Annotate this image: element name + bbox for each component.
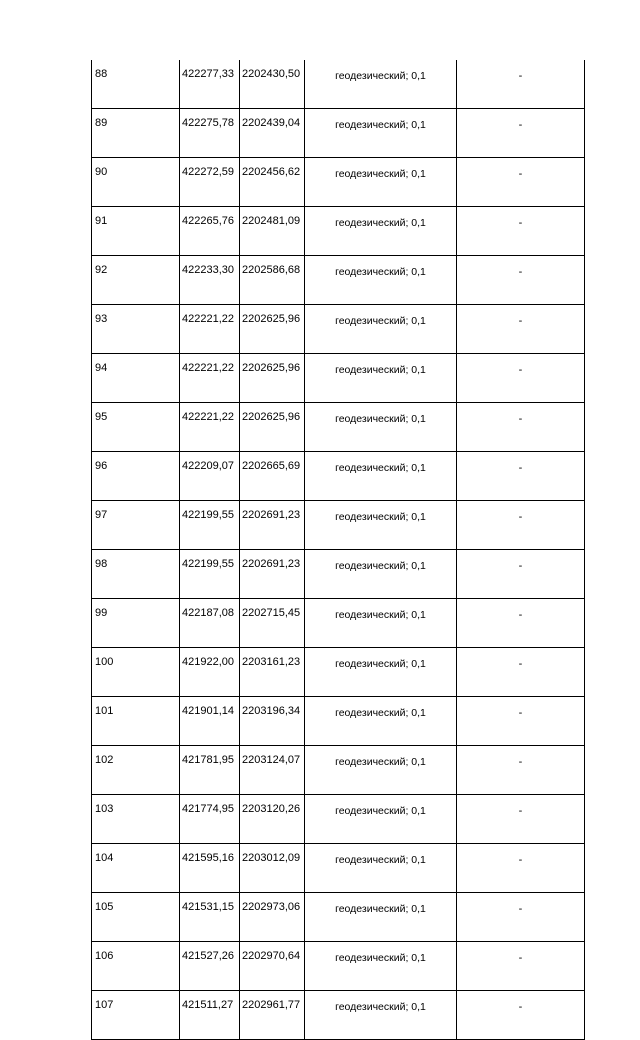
- coordinate-x-cell: 422199,55: [180, 550, 240, 599]
- coordinate-x-cell: 422221,22: [180, 354, 240, 403]
- point-number-cell: 105: [92, 893, 180, 942]
- method-accuracy-cell: геодезический; 0,1: [305, 501, 457, 550]
- point-number-cell: 90: [92, 158, 180, 207]
- coordinate-y-cell: 2203124,07: [240, 746, 305, 795]
- coordinate-y-cell: 2202439,04: [240, 109, 305, 158]
- coordinates-table: [91, 60, 585, 1040]
- coordinate-y-cell: 2202586,68: [240, 256, 305, 305]
- coordinate-y-cell: 2202456,62: [240, 158, 305, 207]
- note-cell: -: [457, 256, 585, 305]
- note-cell: -: [457, 403, 585, 452]
- point-number-cell: 91: [92, 207, 180, 256]
- coordinate-x-cell: 421595,16: [180, 844, 240, 893]
- coordinate-y-cell: 2202625,96: [240, 305, 305, 354]
- coordinate-x-cell: 422275,78: [180, 109, 240, 158]
- table-row: [92, 795, 585, 844]
- note-cell: -: [457, 599, 585, 648]
- coordinate-y-cell: 2202691,23: [240, 550, 305, 599]
- coordinate-y-cell: 2202691,23: [240, 501, 305, 550]
- point-number-cell: 103: [92, 795, 180, 844]
- coordinate-x-cell: 422199,55: [180, 501, 240, 550]
- coordinate-x-cell: 422233,30: [180, 256, 240, 305]
- note-cell: -: [457, 844, 585, 893]
- coordinate-y-cell: 2202715,45: [240, 599, 305, 648]
- table-row: [92, 991, 585, 1040]
- note-cell: -: [457, 991, 585, 1040]
- method-accuracy-cell: геодезический; 0,1: [305, 795, 457, 844]
- table-row: [92, 501, 585, 550]
- coordinate-y-cell: 2203120,26: [240, 795, 305, 844]
- coordinate-x-cell: 422209,07: [180, 452, 240, 501]
- coordinate-y-cell: 2203196,34: [240, 697, 305, 746]
- point-number-cell: 106: [92, 942, 180, 991]
- table-row: [92, 746, 585, 795]
- note-cell: -: [457, 746, 585, 795]
- coordinate-y-cell: 2202430,50: [240, 60, 305, 109]
- note-cell: -: [457, 452, 585, 501]
- coordinate-x-cell: 421922,00: [180, 648, 240, 697]
- table-row: [92, 256, 585, 305]
- table-row: [92, 60, 585, 109]
- note-cell: -: [457, 893, 585, 942]
- coordinate-x-cell: 421774,95: [180, 795, 240, 844]
- coordinate-y-cell: 2202625,96: [240, 403, 305, 452]
- point-number-cell: 97: [92, 501, 180, 550]
- method-accuracy-cell: геодезический; 0,1: [305, 354, 457, 403]
- coordinate-x-cell: 422221,22: [180, 403, 240, 452]
- point-number-cell: 101: [92, 697, 180, 746]
- method-accuracy-cell: геодезический; 0,1: [305, 109, 457, 158]
- coordinates-table-body: [92, 60, 585, 1040]
- coordinate-y-cell: 2202665,69: [240, 452, 305, 501]
- table-row: [92, 697, 585, 746]
- coordinate-x-cell: 421511,27: [180, 991, 240, 1040]
- coordinate-x-cell: 422187,08: [180, 599, 240, 648]
- table-row: [92, 158, 585, 207]
- method-accuracy-cell: геодезический; 0,1: [305, 697, 457, 746]
- point-number-cell: 96: [92, 452, 180, 501]
- note-cell: -: [457, 158, 585, 207]
- note-cell: -: [457, 207, 585, 256]
- method-accuracy-cell: геодезический; 0,1: [305, 158, 457, 207]
- method-accuracy-cell: геодезический; 0,1: [305, 60, 457, 109]
- table-row: [92, 305, 585, 354]
- note-cell: -: [457, 109, 585, 158]
- point-number-cell: 92: [92, 256, 180, 305]
- note-cell: -: [457, 942, 585, 991]
- table-row: [92, 109, 585, 158]
- method-accuracy-cell: геодезический; 0,1: [305, 599, 457, 648]
- coordinate-y-cell: 2202481,09: [240, 207, 305, 256]
- coordinate-y-cell: 2203012,09: [240, 844, 305, 893]
- method-accuracy-cell: геодезический; 0,1: [305, 403, 457, 452]
- method-accuracy-cell: геодезический; 0,1: [305, 256, 457, 305]
- point-number-cell: 94: [92, 354, 180, 403]
- method-accuracy-cell: геодезический; 0,1: [305, 648, 457, 697]
- table-row: [92, 550, 585, 599]
- note-cell: -: [457, 60, 585, 109]
- point-number-cell: 100: [92, 648, 180, 697]
- note-cell: -: [457, 697, 585, 746]
- point-number-cell: 88: [92, 60, 180, 109]
- method-accuracy-cell: геодезический; 0,1: [305, 305, 457, 354]
- coordinate-x-cell: 421527,26: [180, 942, 240, 991]
- coordinate-x-cell: 422272,59: [180, 158, 240, 207]
- table-row: [92, 354, 585, 403]
- coordinate-x-cell: 421531,15: [180, 893, 240, 942]
- note-cell: -: [457, 501, 585, 550]
- point-number-cell: 104: [92, 844, 180, 893]
- coordinate-y-cell: 2202970,64: [240, 942, 305, 991]
- point-number-cell: 98: [92, 550, 180, 599]
- coordinate-y-cell: 2203161,23: [240, 648, 305, 697]
- method-accuracy-cell: геодезический; 0,1: [305, 207, 457, 256]
- method-accuracy-cell: геодезический; 0,1: [305, 893, 457, 942]
- table-row: [92, 599, 585, 648]
- point-number-cell: 102: [92, 746, 180, 795]
- coordinate-x-cell: 422221,22: [180, 305, 240, 354]
- coordinate-y-cell: 2202973,06: [240, 893, 305, 942]
- method-accuracy-cell: геодезический; 0,1: [305, 452, 457, 501]
- note-cell: -: [457, 550, 585, 599]
- coordinate-x-cell: 421781,95: [180, 746, 240, 795]
- note-cell: -: [457, 305, 585, 354]
- method-accuracy-cell: геодезический; 0,1: [305, 991, 457, 1040]
- table-row: [92, 844, 585, 893]
- point-number-cell: 99: [92, 599, 180, 648]
- note-cell: -: [457, 795, 585, 844]
- table-row: [92, 403, 585, 452]
- coordinate-y-cell: 2202625,96: [240, 354, 305, 403]
- point-number-cell: 95: [92, 403, 180, 452]
- method-accuracy-cell: геодезический; 0,1: [305, 844, 457, 893]
- method-accuracy-cell: геодезический; 0,1: [305, 746, 457, 795]
- table-row: [92, 207, 585, 256]
- note-cell: -: [457, 648, 585, 697]
- point-number-cell: 93: [92, 305, 180, 354]
- point-number-cell: 107: [92, 991, 180, 1040]
- coordinate-y-cell: 2202961,77: [240, 991, 305, 1040]
- table-row: [92, 893, 585, 942]
- coordinate-x-cell: 422265,76: [180, 207, 240, 256]
- coordinate-x-cell: 422277,33: [180, 60, 240, 109]
- method-accuracy-cell: геодезический; 0,1: [305, 550, 457, 599]
- coordinate-x-cell: 421901,14: [180, 697, 240, 746]
- table-row: [92, 942, 585, 991]
- table-row: [92, 648, 585, 697]
- point-number-cell: 89: [92, 109, 180, 158]
- method-accuracy-cell: геодезический; 0,1: [305, 942, 457, 991]
- note-cell: -: [457, 354, 585, 403]
- table-row: [92, 452, 585, 501]
